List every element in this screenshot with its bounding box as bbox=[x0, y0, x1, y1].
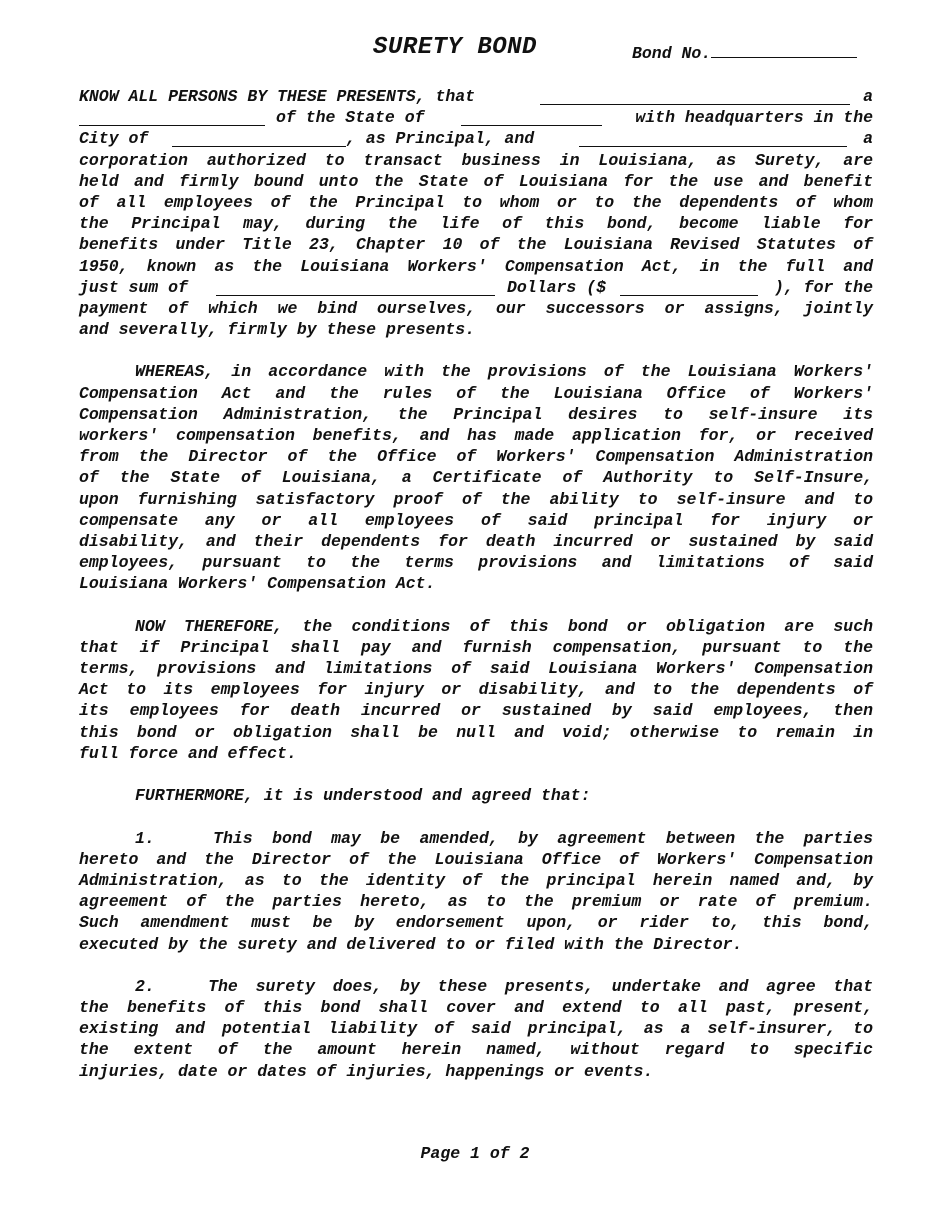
text-line: injuries, date or dates of injuries, happenings or events. bbox=[79, 1061, 654, 1081]
text-fragment: , as Principal, and bbox=[346, 129, 535, 149]
document-title: SURETY BOND bbox=[373, 34, 537, 61]
text-line: the Principal may, during the life of this bond, become liable for bbox=[79, 214, 873, 234]
text-line: 1. This bond may be amended, by agreement between the parties bbox=[135, 828, 873, 848]
text-line: corporation authorized to transact business in Louisiana, as Surety, are bbox=[79, 150, 873, 170]
paragraph-item-1 bbox=[79, 828, 873, 955]
text-line: benefits under Title 23, Chapter 10 of the Louisiana Revised Statutes of bbox=[79, 235, 873, 255]
paragraph-now-therefore bbox=[79, 616, 873, 764]
text-fragment: KNOW ALL PERSONS BY THESE PRESENTS, that bbox=[79, 87, 476, 106]
document-header bbox=[79, 34, 873, 66]
state-field[interactable] bbox=[461, 110, 602, 126]
text-fragment: of the State of bbox=[276, 108, 425, 128]
text-line: 1950, known as the Louisiana Workers' Compensation Act, in the full and bbox=[79, 256, 873, 276]
principal-entity-type-field[interactable] bbox=[79, 110, 265, 126]
text-line: and severally, firmly by these presents. bbox=[79, 320, 476, 340]
paragraph-whereas bbox=[79, 361, 873, 594]
text-fragment: just sum of bbox=[79, 277, 188, 297]
text-line: WHEREAS, in accordance with the provisions of the Louisiana Workers' bbox=[135, 362, 873, 382]
paragraph-furthermore bbox=[79, 785, 873, 806]
text-line: employees, pursuant to the terms provisions and limitations of said bbox=[79, 553, 873, 573]
text-fragment: with headquarters in the bbox=[635, 108, 873, 128]
text-fragment: ), for the bbox=[773, 277, 873, 297]
text-line: full force and effect. bbox=[79, 743, 297, 763]
text-line: terms, provisions and limitations of said Louisiana Workers' Compensation bbox=[79, 659, 873, 679]
text-line: the extent of the amount herein named, without regard to specific bbox=[79, 1040, 873, 1060]
text-line: Louisiana Workers' Compensation Act. bbox=[79, 574, 436, 594]
text-line: workers' compensation benefits, and has made application for, or received bbox=[79, 426, 873, 445]
paragraph-item-2 bbox=[79, 976, 873, 1082]
text-fragment: Dollars ($ bbox=[507, 277, 607, 297]
surety-name-field[interactable] bbox=[579, 131, 847, 147]
text-line: agreement of the parties hereto, as to the premium or rate of premium. bbox=[79, 892, 873, 912]
principal-name-field[interactable] bbox=[540, 89, 850, 105]
page-number: Page 1 of 2 bbox=[420, 1144, 530, 1163]
text-line: of all employees of the Principal to whom or to the dependents of whom bbox=[79, 192, 873, 212]
text-line: FURTHERMORE, it is understood and agreed that: bbox=[135, 786, 591, 806]
bond-number-label: Bond No. bbox=[632, 44, 712, 63]
text-line: Act to its employees for injury or disability, and to the dependents of bbox=[79, 680, 873, 700]
text-fragment: City of bbox=[79, 129, 149, 149]
text-line: compensate any or all employees of said principal for injury or bbox=[79, 510, 873, 530]
text-line: NOW THEREFORE, the conditions of this bond or obligation are such bbox=[135, 616, 873, 636]
text-line: its employees for death incurred or sustained by said employees, then bbox=[79, 701, 873, 721]
amount-words-field[interactable] bbox=[216, 280, 495, 296]
text-line: hereto and the Director of the Louisiana Office of Workers' Compensation bbox=[79, 849, 873, 869]
text-fragment: a bbox=[863, 87, 873, 106]
text-line: Compensation Act and the rules of the Louisiana Office of Workers' bbox=[79, 383, 873, 403]
amount-dollars-field[interactable] bbox=[620, 280, 758, 296]
text-line: the benefits of this bond shall cover and extend to all past, present, bbox=[79, 998, 873, 1018]
text-line: Administration, as to the identity of the principal herein named and, by bbox=[79, 870, 873, 890]
text-line bbox=[79, 107, 873, 128]
text-line: Such amendment must be by endorsement upon, or rider to, this bond, bbox=[79, 913, 873, 933]
text-line: existing and potential liability of said principal, as a self-insurer, to bbox=[79, 1019, 873, 1039]
text-fragment: a bbox=[863, 129, 873, 149]
text-line: upon furnishing satisfactory proof of the ability to self-insure and to bbox=[79, 489, 873, 509]
text-line: held and firmly bound unto the State of Louisiana for the use and benefit bbox=[79, 171, 873, 191]
bond-number bbox=[632, 42, 857, 63]
text-line bbox=[79, 86, 873, 107]
text-line: executed by the surety and delivered to or filed with the Director. bbox=[79, 934, 743, 954]
bond-number-field[interactable] bbox=[711, 42, 857, 58]
text-line: that if Principal shall pay and furnish compensation, pursuant to the bbox=[79, 637, 873, 657]
text-line: from the Director of the Office of Workers' Compensation Administration bbox=[79, 447, 873, 467]
document-body bbox=[79, 86, 873, 1082]
text-line: disability, and their dependents for death incurred or sustained by said bbox=[79, 531, 873, 551]
text-line: 2. The surety does, by these presents, undertake and agree that bbox=[135, 976, 873, 996]
city-field[interactable] bbox=[172, 131, 346, 147]
text-line: payment of which we bind ourselves, our successors or assigns, jointly bbox=[79, 298, 873, 318]
paragraph-know-all-persons bbox=[79, 86, 873, 340]
text-line bbox=[79, 277, 873, 298]
text-line: this bond or obligation shall be null and void; otherwise to remain in bbox=[79, 722, 873, 742]
text-line: Compensation Administration, the Principal desires to self-insure its bbox=[79, 404, 873, 424]
text-line bbox=[79, 128, 873, 149]
text-line: of the State of Louisiana, a Certificate of Authority to Self-Insure, bbox=[79, 468, 873, 488]
